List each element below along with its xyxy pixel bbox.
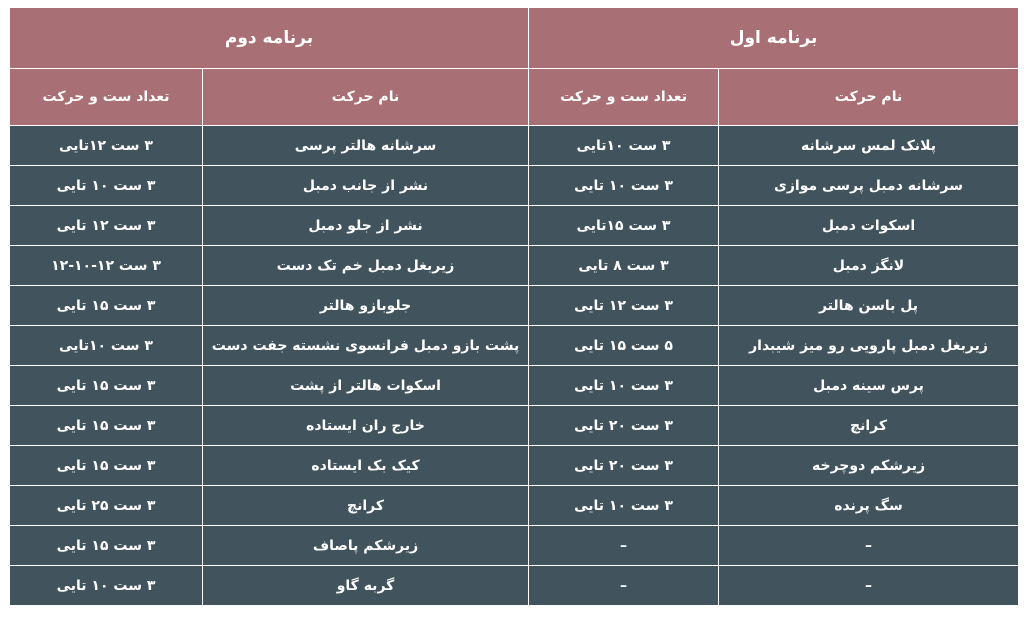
program-2-exercise-cell: زیرشکم پاصاف	[203, 526, 529, 566]
program-2-sets-cell: ۳ ست ۱۵ تایی	[10, 366, 203, 406]
program-title-row	[10, 8, 1019, 69]
program-1-sets-cell: ۵ ست ۱۵ تایی	[529, 326, 719, 366]
program-2-exercise-cell: نشر از جلو دمبل	[203, 206, 529, 246]
program-1-exercise-cell: زیربغل دمبل پارویی رو میز شیبدار	[719, 326, 1019, 366]
program-1-sets-cell: –	[529, 566, 719, 606]
program-1-sets-cell: ۳ ست ۲۰ تایی	[529, 446, 719, 486]
program-2-sets-cell: ۳ ست ۱۵ تایی	[10, 406, 203, 446]
table-row	[10, 166, 1019, 206]
table-row	[10, 486, 1019, 526]
program-1-sets-cell: ۳ ست ۱۰تایی	[529, 126, 719, 166]
program-2-exercise-cell: خارج ران ایستاده	[203, 406, 529, 446]
table-row	[10, 406, 1019, 446]
program-1-sets-cell: ۳ ست ۱۰ تایی	[529, 366, 719, 406]
program-1-exercise-cell: –	[719, 526, 1019, 566]
program-2-exercise-cell: پشت بازو دمبل فرانسوی نشسته جفت دست	[203, 326, 529, 366]
program-2-exercise-cell: اسکوات هالتر از پشت	[203, 366, 529, 406]
program-1-exercise-cell: سگ پرنده	[719, 486, 1019, 526]
table-row	[10, 126, 1019, 166]
table-row	[10, 366, 1019, 406]
program-1-sets-cell: ۳ ست ۱۲ تایی	[529, 286, 719, 326]
program-1-sets-cell: ۳ ست ۸ تایی	[529, 246, 719, 286]
program-1-name-header: نام حرکت	[719, 69, 1019, 126]
workout-table-container	[9, 7, 1018, 606]
program-2-exercise-cell: جلوبازو هالتر	[203, 286, 529, 326]
program-2-sets-cell: ۳ ست ۱۰ تایی	[10, 566, 203, 606]
table-row	[10, 446, 1019, 486]
program-1-exercise-cell: لانگز دمبل	[719, 246, 1019, 286]
program-2-exercise-cell: گربه گاو	[203, 566, 529, 606]
program-1-sets-cell: ۳ ست ۱۰ تایی	[529, 486, 719, 526]
program-2-exercise-cell: سرشانه هالتر پرسی	[203, 126, 529, 166]
program-2-title: برنامه دوم	[10, 8, 529, 69]
program-1-title: برنامه اول	[529, 8, 1019, 69]
program-2-sets-cell: ۳ ست ۱۵ تایی	[10, 446, 203, 486]
program-1-sets-cell: ۳ ست ۱۰ تایی	[529, 166, 719, 206]
program-2-exercise-cell: نشر از جانب دمبل	[203, 166, 529, 206]
table-row	[10, 246, 1019, 286]
program-2-sets-cell: ۳ ست ۱۵ تایی	[10, 286, 203, 326]
program-2-exercise-cell: کرانچ	[203, 486, 529, 526]
table-row	[10, 286, 1019, 326]
program-1-exercise-cell: اسکوات دمبل	[719, 206, 1019, 246]
program-1-exercise-cell: سرشانه دمبل پرسی موازی	[719, 166, 1019, 206]
program-2-sets-cell: ۳ ست ۲۵ تایی	[10, 486, 203, 526]
program-1-exercise-cell: پل باسن هالتر	[719, 286, 1019, 326]
program-2-sets-cell: ۳ ست ۱۰ تایی	[10, 166, 203, 206]
workout-programs-table	[9, 7, 1019, 606]
table-row	[10, 206, 1019, 246]
program-2-sets-cell: ۳ ست ۱۲تایی	[10, 126, 203, 166]
program-1-exercise-cell: –	[719, 566, 1019, 606]
program-1-sets-cell: –	[529, 526, 719, 566]
program-2-sets-header: تعداد ست و حرکت	[10, 69, 203, 126]
program-2-sets-cell: ۳ ست ۱۲-۱۰-۱۲	[10, 246, 203, 286]
program-2-sets-cell: ۳ ست ۱۰تایی	[10, 326, 203, 366]
program-2-name-header: نام حرکت	[203, 69, 529, 126]
table-row	[10, 566, 1019, 606]
program-2-sets-cell: ۳ ست ۱۵ تایی	[10, 526, 203, 566]
program-1-exercise-cell: پرس سینه دمبل	[719, 366, 1019, 406]
program-2-exercise-cell: کیک بک ایستاده	[203, 446, 529, 486]
program-1-exercise-cell: پلانک لمس سرشانه	[719, 126, 1019, 166]
column-header-row	[10, 69, 1019, 126]
table-row	[10, 326, 1019, 366]
program-1-exercise-cell: کرانچ	[719, 406, 1019, 446]
program-1-sets-cell: ۳ ست ۲۰ تایی	[529, 406, 719, 446]
program-1-sets-header: تعداد ست و حرکت	[529, 69, 719, 126]
program-2-sets-cell: ۳ ست ۱۲ تایی	[10, 206, 203, 246]
program-1-exercise-cell: زیرشکم دوچرخه	[719, 446, 1019, 486]
program-2-exercise-cell: زیربغل دمبل خم تک دست	[203, 246, 529, 286]
program-1-sets-cell: ۳ ست ۱۵تایی	[529, 206, 719, 246]
table-row	[10, 526, 1019, 566]
